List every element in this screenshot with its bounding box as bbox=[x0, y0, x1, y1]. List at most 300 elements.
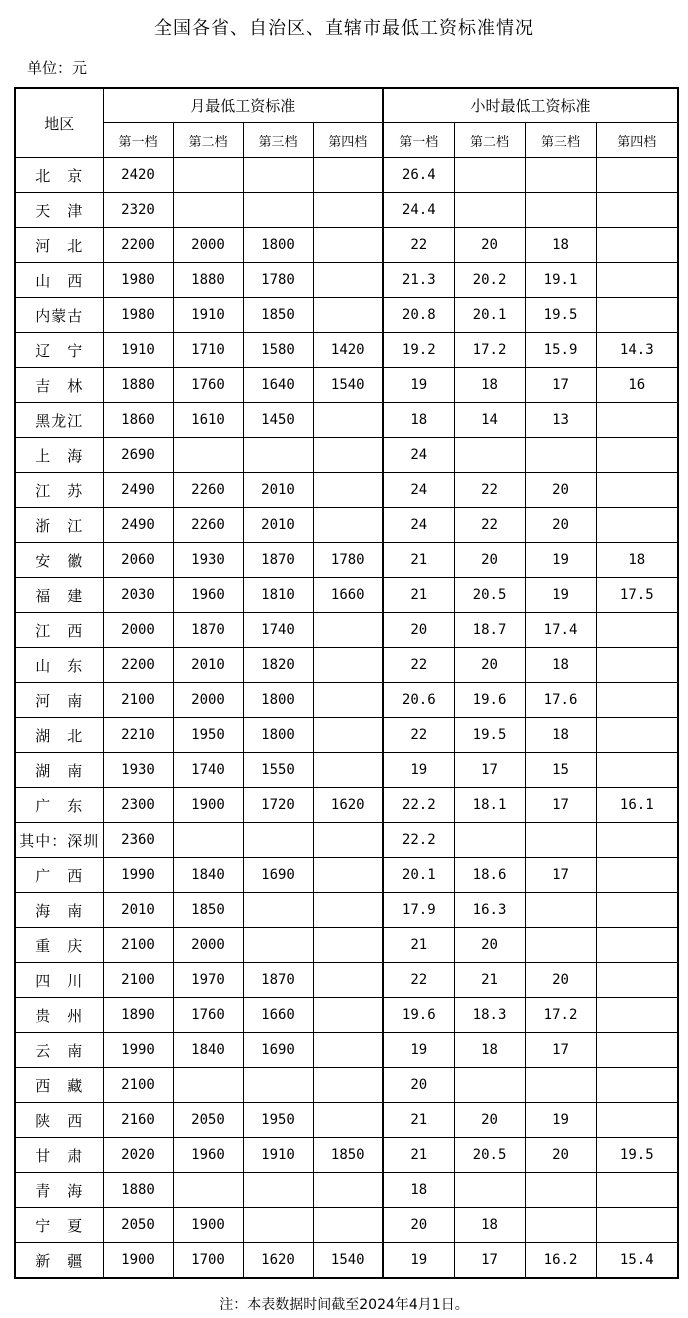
monthly-tier-1-cell: 1860 bbox=[103, 403, 173, 438]
monthly-tier-4-cell: 1660 bbox=[313, 578, 383, 613]
table-row bbox=[15, 1103, 678, 1138]
hourly-tier-4-cell bbox=[596, 193, 678, 228]
monthly-tier-1-cell: 2360 bbox=[103, 823, 173, 858]
monthly-tier-1-cell: 1900 bbox=[103, 1243, 173, 1279]
monthly-tier-1-cell: 2010 bbox=[103, 893, 173, 928]
table-row bbox=[15, 333, 678, 368]
monthly-tier-2-cell: 2260 bbox=[173, 508, 243, 543]
hourly-tier-2-cell: 20.2 bbox=[454, 263, 525, 298]
monthly-tier-2-cell bbox=[173, 438, 243, 473]
monthly-tier-3-cell: 1640 bbox=[243, 368, 313, 403]
table-row bbox=[15, 158, 678, 193]
hourly-tier-1-cell: 22 bbox=[383, 963, 454, 998]
hourly-tier-2-cell: 20 bbox=[454, 543, 525, 578]
monthly-tier-1-cell: 2050 bbox=[103, 1208, 173, 1243]
hourly-tier-2-cell: 18.1 bbox=[454, 788, 525, 823]
region-cell: 山 东 bbox=[15, 648, 103, 683]
hourly-tier-4-cell bbox=[596, 718, 678, 753]
hourly-tier-4-cell: 17.5 bbox=[596, 578, 678, 613]
monthly-tier-2-cell: 1950 bbox=[173, 718, 243, 753]
hourly-tier-4-cell bbox=[596, 753, 678, 788]
hourly-tier-2-cell: 20.1 bbox=[454, 298, 525, 333]
table-row bbox=[15, 193, 678, 228]
monthly-tier-3-cell: 1550 bbox=[243, 753, 313, 788]
region-cell: 河 南 bbox=[15, 683, 103, 718]
hourly-tier-1-cell: 20.8 bbox=[383, 298, 454, 333]
table-row bbox=[15, 963, 678, 998]
monthly-tier-3-cell bbox=[243, 438, 313, 473]
hourly-tier-4-cell bbox=[596, 263, 678, 298]
hourly-tier-1-cell: 22.2 bbox=[383, 788, 454, 823]
hourly-tier-2-cell: 19.6 bbox=[454, 683, 525, 718]
region-cell: 山 西 bbox=[15, 263, 103, 298]
region-cell: 四 川 bbox=[15, 963, 103, 998]
monthly-tier-3-cell: 1620 bbox=[243, 1243, 313, 1279]
region-cell: 青 海 bbox=[15, 1173, 103, 1208]
hourly-tier-3-cell bbox=[525, 1208, 596, 1243]
table-header bbox=[15, 88, 678, 158]
monthly-tier-3-cell: 1450 bbox=[243, 403, 313, 438]
monthly-tier-1-cell: 2100 bbox=[103, 963, 173, 998]
hourly-tier-1-cell: 26.4 bbox=[383, 158, 454, 193]
monthly-tier-1-cell: 2690 bbox=[103, 438, 173, 473]
region-cell: 湖 南 bbox=[15, 753, 103, 788]
region-cell: 重 庆 bbox=[15, 928, 103, 963]
monthly-tier-2-cell: 1870 bbox=[173, 613, 243, 648]
hourly-tier-4-cell: 16.1 bbox=[596, 788, 678, 823]
monthly-tier-1-cell: 1990 bbox=[103, 858, 173, 893]
monthly-tier-2-cell: 1610 bbox=[173, 403, 243, 438]
monthly-tier-1-header: 第一档 bbox=[103, 123, 173, 158]
hourly-tier-2-cell: 17.2 bbox=[454, 333, 525, 368]
hourly-tier-4-cell bbox=[596, 438, 678, 473]
monthly-tier-1-cell: 1880 bbox=[103, 368, 173, 403]
region-cell: 西 藏 bbox=[15, 1068, 103, 1103]
monthly-tier-4-cell bbox=[313, 1068, 383, 1103]
monthly-tier-4-cell bbox=[313, 858, 383, 893]
hourly-tier-3-cell: 17 bbox=[525, 858, 596, 893]
hourly-tier-2-cell: 20.5 bbox=[454, 578, 525, 613]
hourly-tier-4-cell bbox=[596, 1103, 678, 1138]
hourly-tier-1-cell: 21.3 bbox=[383, 263, 454, 298]
hourly-tier-1-cell: 19 bbox=[383, 368, 454, 403]
monthly-tier-2-cell: 1930 bbox=[173, 543, 243, 578]
hourly-tier-2-cell: 16.3 bbox=[454, 893, 525, 928]
region-cell: 黑龙江 bbox=[15, 403, 103, 438]
monthly-tier-3-cell bbox=[243, 928, 313, 963]
monthly-tier-1-cell: 2300 bbox=[103, 788, 173, 823]
hourly-tier-3-cell: 17.2 bbox=[525, 998, 596, 1033]
table-row bbox=[15, 1138, 678, 1173]
monthly-tier-3-cell: 1690 bbox=[243, 858, 313, 893]
monthly-tier-3-cell: 1800 bbox=[243, 683, 313, 718]
monthly-tier-2-cell: 2050 bbox=[173, 1103, 243, 1138]
table-row bbox=[15, 718, 678, 753]
hourly-tier-2-cell: 18 bbox=[454, 1033, 525, 1068]
table-row bbox=[15, 998, 678, 1033]
hourly-tier-4-cell: 18 bbox=[596, 543, 678, 578]
monthly-tier-2-cell: 2010 bbox=[173, 648, 243, 683]
monthly-tier-3-cell bbox=[243, 893, 313, 928]
table-row bbox=[15, 753, 678, 788]
monthly-tier-2-cell: 2000 bbox=[173, 928, 243, 963]
hourly-tier-3-cell: 17 bbox=[525, 1033, 596, 1068]
region-cell: 吉 林 bbox=[15, 368, 103, 403]
region-cell: 北 京 bbox=[15, 158, 103, 193]
monthly-tier-1-cell: 2060 bbox=[103, 543, 173, 578]
hourly-tier-4-cell bbox=[596, 963, 678, 998]
hourly-tier-3-cell bbox=[525, 1068, 596, 1103]
hourly-tier-1-cell: 19 bbox=[383, 1243, 454, 1279]
table-row bbox=[15, 403, 678, 438]
monthly-tier-4-cell: 1620 bbox=[313, 788, 383, 823]
monthly-tier-1-cell: 2490 bbox=[103, 508, 173, 543]
hourly-tier-3-cell: 17.4 bbox=[525, 613, 596, 648]
region-column-header: 地区 bbox=[15, 88, 103, 158]
hourly-tier-2-cell bbox=[454, 193, 525, 228]
hourly-tier-2-cell bbox=[454, 158, 525, 193]
hourly-tier-3-cell bbox=[525, 1173, 596, 1208]
table-row bbox=[15, 1208, 678, 1243]
hourly-tier-3-cell: 15.9 bbox=[525, 333, 596, 368]
hourly-tier-2-cell: 22 bbox=[454, 508, 525, 543]
hourly-tier-3-cell: 17 bbox=[525, 788, 596, 823]
hourly-tier-3-cell: 20 bbox=[525, 508, 596, 543]
monthly-tier-4-cell bbox=[313, 613, 383, 648]
hourly-tier-4-cell: 16 bbox=[596, 368, 678, 403]
hourly-tier-2-cell: 20 bbox=[454, 928, 525, 963]
hourly-tier-2-cell: 21 bbox=[454, 963, 525, 998]
table-row bbox=[15, 543, 678, 578]
hourly-tier-1-cell: 20 bbox=[383, 1068, 454, 1103]
monthly-tier-2-cell bbox=[173, 1068, 243, 1103]
monthly-tier-3-cell: 1820 bbox=[243, 648, 313, 683]
monthly-tier-2-cell: 2000 bbox=[173, 683, 243, 718]
table-row bbox=[15, 613, 678, 648]
hourly-tier-4-cell bbox=[596, 508, 678, 543]
monthly-tier-1-cell: 2200 bbox=[103, 228, 173, 263]
hourly-tier-2-cell bbox=[454, 438, 525, 473]
hourly-tier-1-cell: 21 bbox=[383, 578, 454, 613]
hourly-tier-2-cell: 18 bbox=[454, 1208, 525, 1243]
hourly-tier-4-cell bbox=[596, 858, 678, 893]
monthly-tier-4-cell bbox=[313, 158, 383, 193]
monthly-tier-4-cell bbox=[313, 998, 383, 1033]
region-cell: 福 建 bbox=[15, 578, 103, 613]
hourly-tier-1-cell: 22 bbox=[383, 718, 454, 753]
hourly-tier-3-cell: 19 bbox=[525, 578, 596, 613]
monthly-tier-2-cell bbox=[173, 823, 243, 858]
hourly-tier-3-cell: 20 bbox=[525, 473, 596, 508]
monthly-tier-1-cell: 2420 bbox=[103, 158, 173, 193]
hourly-tier-2-cell: 18.7 bbox=[454, 613, 525, 648]
monthly-tier-1-cell: 2160 bbox=[103, 1103, 173, 1138]
monthly-tier-4-cell bbox=[313, 718, 383, 753]
hourly-tier-3-cell: 19.1 bbox=[525, 263, 596, 298]
hourly-tier-4-header: 第四档 bbox=[596, 123, 678, 158]
hourly-tier-4-cell bbox=[596, 823, 678, 858]
monthly-tier-2-cell: 1900 bbox=[173, 1208, 243, 1243]
monthly-tier-3-cell: 1910 bbox=[243, 1138, 313, 1173]
monthly-tier-3-cell bbox=[243, 1173, 313, 1208]
region-cell: 河 北 bbox=[15, 228, 103, 263]
monthly-tier-3-cell: 1800 bbox=[243, 228, 313, 263]
monthly-tier-3-cell: 1690 bbox=[243, 1033, 313, 1068]
monthly-tier-2-cell bbox=[173, 193, 243, 228]
monthly-tier-4-cell: 1540 bbox=[313, 1243, 383, 1279]
hourly-tier-1-cell: 24.4 bbox=[383, 193, 454, 228]
hourly-tier-4-cell bbox=[596, 648, 678, 683]
monthly-tier-3-cell: 1740 bbox=[243, 613, 313, 648]
hourly-tier-4-cell bbox=[596, 613, 678, 648]
hourly-tier-1-cell: 17.9 bbox=[383, 893, 454, 928]
monthly-tier-4-cell: 1540 bbox=[313, 368, 383, 403]
hourly-tier-1-cell: 22.2 bbox=[383, 823, 454, 858]
hourly-tier-3-cell: 15 bbox=[525, 753, 596, 788]
hourly-tier-3-cell: 19 bbox=[525, 1103, 596, 1138]
monthly-tier-3-cell: 1850 bbox=[243, 298, 313, 333]
hourly-tier-4-cell bbox=[596, 1068, 678, 1103]
monthly-tier-3-cell bbox=[243, 1068, 313, 1103]
monthly-tier-4-cell bbox=[313, 193, 383, 228]
hourly-tier-1-cell: 20.6 bbox=[383, 683, 454, 718]
hourly-tier-4-cell bbox=[596, 928, 678, 963]
monthly-tier-4-cell: 1420 bbox=[313, 333, 383, 368]
monthly-tier-2-cell: 1850 bbox=[173, 893, 243, 928]
monthly-tier-1-cell: 2200 bbox=[103, 648, 173, 683]
monthly-tier-3-cell bbox=[243, 823, 313, 858]
monthly-tier-2-cell: 1960 bbox=[173, 578, 243, 613]
monthly-tier-4-header: 第四档 bbox=[313, 123, 383, 158]
monthly-tier-2-cell: 1910 bbox=[173, 298, 243, 333]
hourly-tier-2-cell: 20 bbox=[454, 1103, 525, 1138]
monthly-tier-2-header: 第二档 bbox=[173, 123, 243, 158]
unit-label: 单位：元 bbox=[27, 59, 88, 77]
hourly-tier-1-cell: 20 bbox=[383, 613, 454, 648]
hourly-tier-3-cell bbox=[525, 438, 596, 473]
monthly-tier-1-cell: 2000 bbox=[103, 613, 173, 648]
table-row bbox=[15, 1243, 678, 1279]
monthly-tier-4-cell bbox=[313, 1173, 383, 1208]
region-cell: 广 东 bbox=[15, 788, 103, 823]
monthly-tier-3-cell: 1810 bbox=[243, 578, 313, 613]
monthly-tier-1-cell: 1990 bbox=[103, 1033, 173, 1068]
hourly-tier-3-cell: 20 bbox=[525, 963, 596, 998]
monthly-tier-3-cell: 1580 bbox=[243, 333, 313, 368]
table-row bbox=[15, 473, 678, 508]
page-title: 全国各省、自治区、直辖市最低工资标准情况 bbox=[154, 18, 534, 39]
header-row-groups bbox=[15, 88, 678, 123]
table-row bbox=[15, 263, 678, 298]
hourly-tier-1-cell: 21 bbox=[383, 928, 454, 963]
monthly-tier-4-cell bbox=[313, 928, 383, 963]
monthly-tier-4-cell bbox=[313, 823, 383, 858]
region-cell: 新 疆 bbox=[15, 1243, 103, 1279]
hourly-tier-2-cell: 18.6 bbox=[454, 858, 525, 893]
monthly-tier-2-cell: 1760 bbox=[173, 998, 243, 1033]
monthly-tier-4-cell bbox=[313, 893, 383, 928]
hourly-tier-1-cell: 22 bbox=[383, 648, 454, 683]
monthly-tier-4-cell bbox=[313, 438, 383, 473]
hourly-tier-2-header: 第二档 bbox=[454, 123, 525, 158]
hourly-tier-3-cell: 17 bbox=[525, 368, 596, 403]
hourly-tier-4-cell bbox=[596, 403, 678, 438]
monthly-tier-3-cell: 1780 bbox=[243, 263, 313, 298]
monthly-tier-1-cell: 2100 bbox=[103, 683, 173, 718]
hourly-tier-4-cell bbox=[596, 473, 678, 508]
monthly-tier-4-cell bbox=[313, 298, 383, 333]
hourly-tier-3-cell: 13 bbox=[525, 403, 596, 438]
monthly-tier-2-cell: 1960 bbox=[173, 1138, 243, 1173]
monthly-tier-3-cell bbox=[243, 193, 313, 228]
hourly-tier-4-cell bbox=[596, 228, 678, 263]
hourly-tier-4-cell: 15.4 bbox=[596, 1243, 678, 1279]
region-cell: 浙 江 bbox=[15, 508, 103, 543]
hourly-tier-2-cell bbox=[454, 823, 525, 858]
monthly-tier-4-cell: 1780 bbox=[313, 543, 383, 578]
monthly-tier-3-cell: 2010 bbox=[243, 508, 313, 543]
hourly-tier-2-cell: 17 bbox=[454, 1243, 525, 1279]
hourly-tier-3-cell: 16.2 bbox=[525, 1243, 596, 1279]
table-row bbox=[15, 858, 678, 893]
hourly-tier-2-cell: 18.3 bbox=[454, 998, 525, 1033]
monthly-tier-1-cell: 2210 bbox=[103, 718, 173, 753]
hourly-tier-4-cell bbox=[596, 158, 678, 193]
hourly-tier-4-cell: 14.3 bbox=[596, 333, 678, 368]
monthly-tier-3-cell: 1660 bbox=[243, 998, 313, 1033]
region-cell: 安 徽 bbox=[15, 543, 103, 578]
monthly-tier-2-cell: 1710 bbox=[173, 333, 243, 368]
hourly-tier-3-cell: 18 bbox=[525, 228, 596, 263]
monthly-tier-3-cell: 1800 bbox=[243, 718, 313, 753]
hourly-tier-2-cell bbox=[454, 1173, 525, 1208]
hourly-tier-4-cell bbox=[596, 298, 678, 333]
monthly-tier-4-cell: 1850 bbox=[313, 1138, 383, 1173]
hourly-group-header: 小时最低工资标准 bbox=[383, 88, 678, 123]
hourly-tier-4-cell bbox=[596, 683, 678, 718]
hourly-tier-3-cell: 19.5 bbox=[525, 298, 596, 333]
hourly-tier-3-cell bbox=[525, 158, 596, 193]
region-cell: 江 苏 bbox=[15, 473, 103, 508]
hourly-tier-1-cell: 20 bbox=[383, 1208, 454, 1243]
monthly-tier-3-cell: 1870 bbox=[243, 543, 313, 578]
hourly-tier-1-cell: 24 bbox=[383, 473, 454, 508]
hourly-tier-1-cell: 21 bbox=[383, 1138, 454, 1173]
monthly-tier-2-cell: 1700 bbox=[173, 1243, 243, 1279]
monthly-tier-1-cell: 1910 bbox=[103, 333, 173, 368]
table-row bbox=[15, 683, 678, 718]
hourly-tier-2-cell: 20 bbox=[454, 648, 525, 683]
hourly-tier-1-cell: 19.6 bbox=[383, 998, 454, 1033]
hourly-tier-1-cell: 19 bbox=[383, 1033, 454, 1068]
hourly-tier-4-cell bbox=[596, 998, 678, 1033]
hourly-tier-2-cell: 14 bbox=[454, 403, 525, 438]
monthly-tier-1-cell: 2100 bbox=[103, 928, 173, 963]
table-row bbox=[15, 893, 678, 928]
hourly-tier-3-cell: 20 bbox=[525, 1138, 596, 1173]
hourly-tier-2-cell: 20.5 bbox=[454, 1138, 525, 1173]
monthly-tier-1-cell: 2320 bbox=[103, 193, 173, 228]
monthly-tier-2-cell: 1840 bbox=[173, 858, 243, 893]
hourly-tier-3-cell bbox=[525, 193, 596, 228]
region-cell: 陕 西 bbox=[15, 1103, 103, 1138]
hourly-tier-1-cell: 20.1 bbox=[383, 858, 454, 893]
table-row bbox=[15, 228, 678, 263]
hourly-tier-4-cell: 19.5 bbox=[596, 1138, 678, 1173]
monthly-tier-3-cell: 1870 bbox=[243, 963, 313, 998]
monthly-tier-4-cell bbox=[313, 753, 383, 788]
hourly-tier-2-cell: 17 bbox=[454, 753, 525, 788]
hourly-tier-1-cell: 18 bbox=[383, 403, 454, 438]
monthly-tier-3-cell: 1950 bbox=[243, 1103, 313, 1138]
table-row bbox=[15, 1033, 678, 1068]
table-row bbox=[15, 788, 678, 823]
monthly-tier-2-cell: 1760 bbox=[173, 368, 243, 403]
hourly-tier-2-cell: 18 bbox=[454, 368, 525, 403]
hourly-tier-2-cell: 20 bbox=[454, 228, 525, 263]
hourly-tier-3-cell: 18 bbox=[525, 718, 596, 753]
monthly-tier-4-cell bbox=[313, 403, 383, 438]
monthly-tier-1-cell: 1930 bbox=[103, 753, 173, 788]
region-cell: 湖 北 bbox=[15, 718, 103, 753]
monthly-tier-2-cell: 2260 bbox=[173, 473, 243, 508]
hourly-tier-2-cell: 19.5 bbox=[454, 718, 525, 753]
hourly-tier-1-cell: 19.2 bbox=[383, 333, 454, 368]
hourly-tier-4-cell bbox=[596, 893, 678, 928]
monthly-tier-2-cell bbox=[173, 158, 243, 193]
monthly-tier-3-cell bbox=[243, 158, 313, 193]
monthly-tier-2-cell bbox=[173, 1173, 243, 1208]
hourly-tier-2-cell: 22 bbox=[454, 473, 525, 508]
table-row bbox=[15, 578, 678, 613]
region-cell: 其中：深圳 bbox=[15, 823, 103, 858]
table-row bbox=[15, 1173, 678, 1208]
hourly-tier-3-cell bbox=[525, 823, 596, 858]
monthly-tier-2-cell: 1970 bbox=[173, 963, 243, 998]
monthly-tier-1-cell: 2020 bbox=[103, 1138, 173, 1173]
monthly-tier-1-cell: 1980 bbox=[103, 263, 173, 298]
monthly-tier-4-cell bbox=[313, 963, 383, 998]
hourly-tier-1-cell: 22 bbox=[383, 228, 454, 263]
monthly-tier-1-cell: 2100 bbox=[103, 1068, 173, 1103]
region-cell: 天 津 bbox=[15, 193, 103, 228]
table-row bbox=[15, 438, 678, 473]
monthly-tier-3-header: 第三档 bbox=[243, 123, 313, 158]
monthly-tier-4-cell bbox=[313, 263, 383, 298]
monthly-tier-4-cell bbox=[313, 648, 383, 683]
monthly-tier-4-cell bbox=[313, 1103, 383, 1138]
hourly-tier-1-cell: 21 bbox=[383, 543, 454, 578]
monthly-tier-1-cell: 1890 bbox=[103, 998, 173, 1033]
monthly-tier-1-cell: 1980 bbox=[103, 298, 173, 333]
hourly-tier-1-cell: 24 bbox=[383, 438, 454, 473]
hourly-tier-2-cell bbox=[454, 1068, 525, 1103]
monthly-tier-3-cell: 1720 bbox=[243, 788, 313, 823]
region-cell: 宁 夏 bbox=[15, 1208, 103, 1243]
header-row-tiers bbox=[15, 123, 678, 158]
region-cell: 甘 肃 bbox=[15, 1138, 103, 1173]
hourly-tier-1-cell: 19 bbox=[383, 753, 454, 788]
table-body bbox=[15, 158, 678, 1279]
region-cell: 广 西 bbox=[15, 858, 103, 893]
table-row bbox=[15, 928, 678, 963]
region-cell: 贵 州 bbox=[15, 998, 103, 1033]
region-cell: 海 南 bbox=[15, 893, 103, 928]
hourly-tier-3-cell: 17.6 bbox=[525, 683, 596, 718]
table-row bbox=[15, 508, 678, 543]
hourly-tier-1-header: 第一档 bbox=[383, 123, 454, 158]
footnote: 注：本表数据时间截至2024年4月1日。 bbox=[219, 1297, 469, 1313]
